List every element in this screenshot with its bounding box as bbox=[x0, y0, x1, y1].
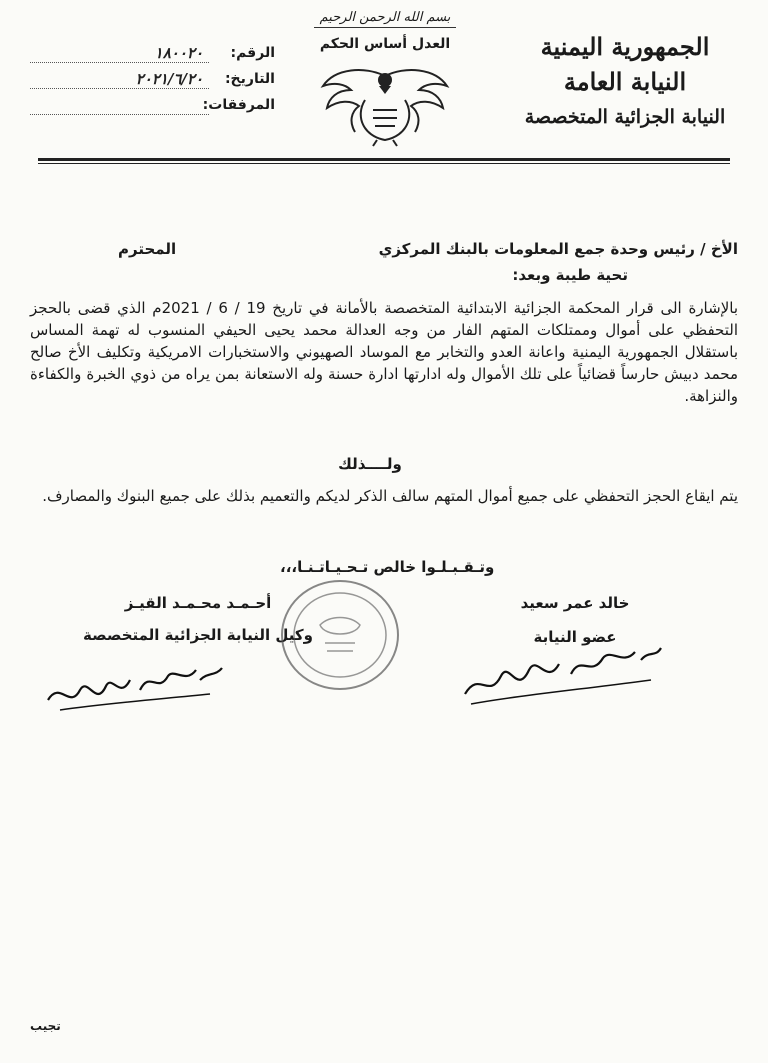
member-name: خالد عمر سعيد bbox=[520, 594, 630, 612]
agent-title: وكيل النيابة الجزائية المتخصصة bbox=[83, 626, 313, 644]
greeting: تحية طيبة وبعد: bbox=[512, 266, 628, 284]
body-paragraph-1: بالإشارة الى قرار المحكمة الجزائية الابتدائية المتخصصة بالأمانة في تاريخ 19 / 6 / 2021م الذي قضى بالحجز التحفظي على أموال وممتلكات المتهم الفار من وجه العدالة محمد يحيى الحيفي المنسوب له تهمة المساس باستقلال الجمهورية اليمنية واعانة العدو والتخابر مع الموساد الصهيوني والاستخبارات الامريكية وتكليف الأخ صالح محمد دبيش حارساً قضائياً على تلك الأموال وله ادارتها ادارة حسنة وله الاستعانة بمن يراه من ذوي الخبرة والكفاءة والنزاهة. bbox=[30, 299, 738, 405]
date-row bbox=[30, 66, 275, 92]
honorific: المحترم bbox=[118, 240, 177, 258]
ref-number-value: ١٨٠٠٢٠ bbox=[30, 44, 209, 63]
basmala: بسم الله الرحمن الرحيم bbox=[314, 10, 457, 28]
date-value: ٢٠٢١/٦/٢٠ bbox=[30, 70, 209, 89]
country-name: الجمهورية اليمنية bbox=[540, 32, 710, 61]
recipient: الأخ / رئيس وحدة جمع المعلومات بالبنك المركزي bbox=[378, 240, 738, 258]
department-name: النيابة الجزائية المتخصصة bbox=[524, 106, 726, 128]
agent-name: أحـمـد محـمـد القيـز bbox=[124, 594, 272, 612]
recipient-line bbox=[38, 240, 738, 258]
agent-signature-icon bbox=[40, 650, 230, 720]
attachments-value bbox=[30, 96, 209, 115]
reference-block bbox=[30, 40, 275, 118]
footer-note: تجيب bbox=[30, 1019, 61, 1033]
letterhead-emblem bbox=[310, 6, 460, 152]
header-divider-thin bbox=[38, 163, 730, 164]
letterhead-authority bbox=[510, 30, 740, 134]
eagle-emblem-icon bbox=[310, 56, 460, 152]
therefore-heading: ولــــذلك bbox=[338, 455, 402, 473]
member-signature-icon bbox=[455, 630, 665, 710]
ref-number-row bbox=[30, 40, 275, 66]
attachments-label: المرفقات: bbox=[202, 97, 275, 113]
official-stamp-icon bbox=[275, 575, 405, 699]
date-label: التاريخ: bbox=[224, 71, 275, 87]
member-title: عضو النيابة bbox=[533, 628, 617, 646]
attachments-row bbox=[30, 92, 275, 118]
ref-number-label: الرقم: bbox=[230, 45, 275, 61]
motto: العدل أساس الحكم bbox=[319, 36, 451, 52]
body-paragraph-2: يتم ايقاع الحجز التحفظي على جميع أموال المتهم سالف الذكر لديكم والتعميم بذلك على جميع البنوك والمصارف. bbox=[42, 487, 738, 505]
header-divider bbox=[38, 158, 730, 161]
closing-line: وتـقـبـلـوا خالص تـحـيـاتـنـا،،، bbox=[280, 558, 495, 576]
authority-name: النيابة العامة bbox=[563, 67, 687, 96]
